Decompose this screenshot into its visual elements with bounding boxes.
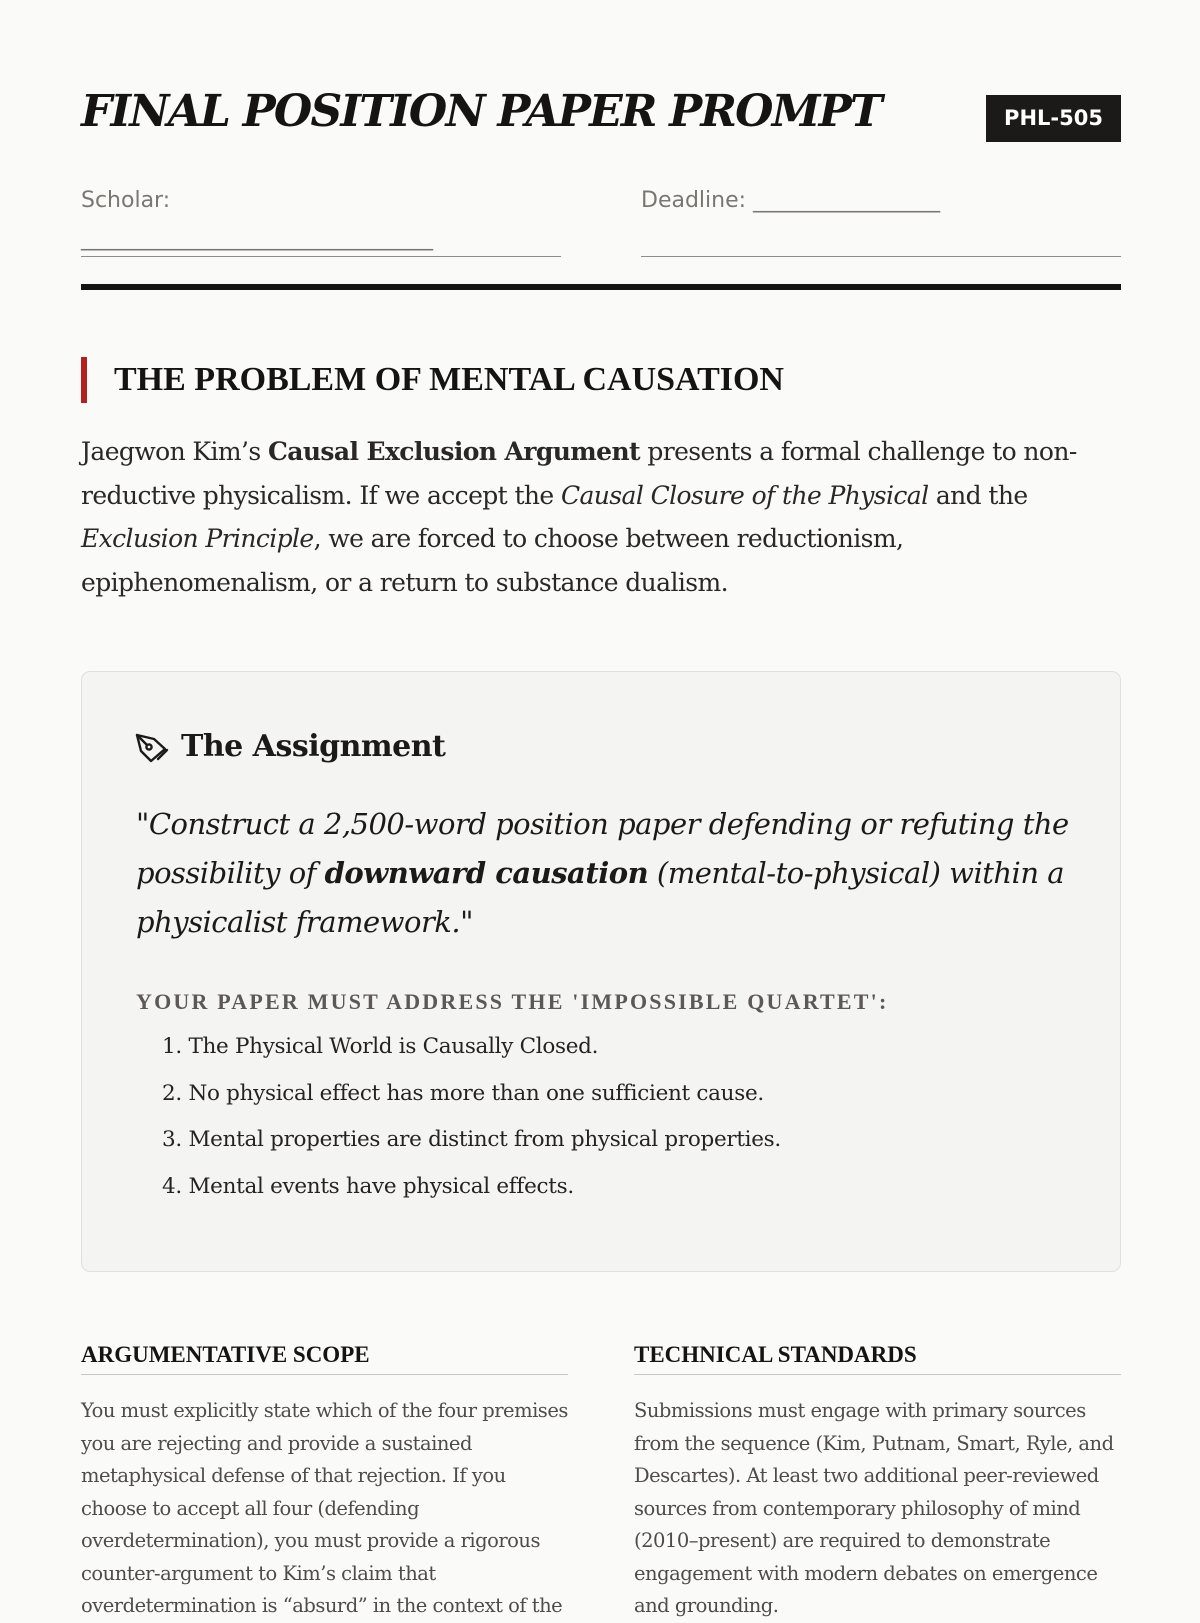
technical-standards-section <box>634 1335 1121 1623</box>
quartet-list <box>136 1031 781 1217</box>
intro-text-2: presents a formal challenge to non-reductive physicalism. If we accept the <box>81 437 1077 510</box>
technical-standards-heading: TECHNICAL STANDARDS <box>634 1335 1121 1375</box>
argumentative-scope-heading: ARGUMENTATIVE SCOPE <box>81 1335 568 1375</box>
quote-text-1: "Construct a 2,500-word position paper defending or refuting the possibility of <box>136 807 1069 890</box>
intro-italic-term-2: Exclusion Principle <box>81 524 314 553</box>
deadline-label: Deadline: <box>641 188 747 213</box>
list-item: 1. The Physical World is Causally Closed. <box>162 1034 599 1059</box>
header <box>81 76 1121 146</box>
scholar-field[interactable] <box>81 182 561 257</box>
header-divider <box>81 284 1121 290</box>
intro-italic-term-1: Causal Closure of the Physical <box>560 480 929 510</box>
deadline-field[interactable] <box>641 182 1121 257</box>
quote-bold-term: downward causation <box>324 856 649 890</box>
pen-nib-icon <box>134 731 170 765</box>
list-item: 3. Mental properties are distinct from physical properties. <box>162 1127 781 1152</box>
list-item: 2. No physical effect has more than one sufficient cause. <box>162 1080 764 1106</box>
argumentative-scope-section <box>81 1335 568 1623</box>
list-item: 4. Mental events have physical effects. <box>162 1173 574 1199</box>
assignment-quote <box>136 800 1096 947</box>
scholar-label: Scholar: <box>81 188 171 213</box>
assignment-title: The Assignment <box>181 729 446 764</box>
scholar-blank: ________________________________ <box>81 226 433 251</box>
quartet-label: YOUR PAPER MUST ADDRESS THE 'IMPOSSIBLE QUARTET': <box>136 989 889 1014</box>
assignment-box <box>81 671 1121 1272</box>
technical-standards-text: Submissions must engage with primary sources from the sequence (Kim, Putnam, Smart, Ryle, and Descartes). At least two additional peer-reviewed sources from contemporary philosophy of mind (2010–present) are required to demonstrate engagement with modern debates on emergence and grounding. <box>634 1399 1114 1617</box>
intro-text-1: Jaegwon Kim’s <box>81 437 268 466</box>
intro-text-4: , we are forced to choose between reductionism, epiphenomenalism, or a return to substance dualism. <box>81 524 904 597</box>
quote-text-2: (mental-to-physical) within a physicalist framework." <box>136 856 1065 939</box>
argumentative-scope-text: You must explicitly state which of the four premises you are rejecting and provide a sustained metaphysical defense of that rejection. If you choose to accept all four (defending overdetermination), you must provide a rigorous counter-argument to Kim’s claim that overdetermination is “absurd” in the context of the <box>81 1399 568 1617</box>
deadline-blank: _________________ <box>753 188 941 213</box>
intro-paragraph <box>81 430 1131 604</box>
course-code-badge: PHL-505 <box>986 95 1121 142</box>
document-title: FINAL POSITION PAPER PROMPT <box>81 86 881 137</box>
intro-text-3: and the <box>928 480 1028 510</box>
section-heading: THE PROBLEM OF MENTAL CAUSATION <box>81 357 784 403</box>
intro-bold-term: Causal Exclusion Argument <box>267 437 640 466</box>
